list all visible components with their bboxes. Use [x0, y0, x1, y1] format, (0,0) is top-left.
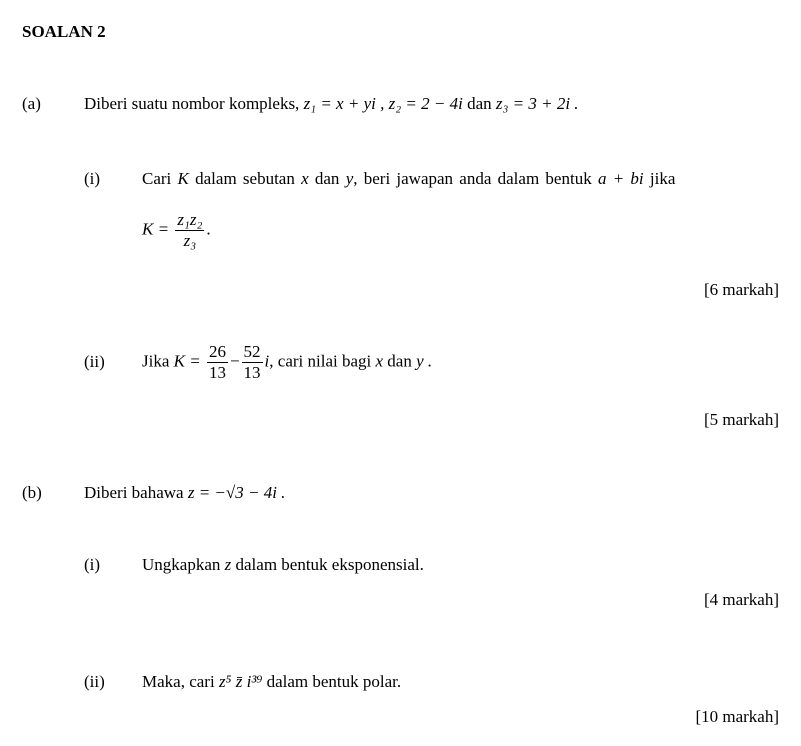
var-y: y .: [416, 351, 433, 371]
marks-a-ii: [5 markah]: [703, 410, 779, 429]
z3-definition: z₃ = 3 + 2i .: [495, 94, 579, 113]
var-k: K: [177, 169, 189, 188]
part-b-ii-text: [142, 672, 401, 692]
marks-a-i: [6 markah]: [703, 280, 779, 299]
var-k: K =: [173, 351, 201, 371]
var-x: x: [301, 169, 309, 188]
t: , cari nilai bagi: [269, 351, 372, 371]
part-a-statement: [84, 94, 579, 114]
formula-k: K = $\frac{\text{z₁z₂}}{\text{z₃}}$ .: [142, 210, 211, 250]
var-y: y: [345, 169, 354, 188]
t: dalam bentuk eksponensial.: [235, 555, 424, 574]
t: dalam sebutan: [195, 169, 295, 188]
expression: z⁵ z̄ i³⁹: [218, 672, 263, 691]
fraction-52-13: [242, 342, 263, 383]
part-b-i-label: (i): [84, 555, 101, 574]
t: dan: [314, 169, 340, 188]
t: Jika: [142, 351, 170, 371]
part-a-ii-text: [142, 342, 432, 383]
var-z: z: [224, 555, 232, 574]
part-b-ii-label: (ii): [84, 672, 105, 691]
part-a-ii-label: (ii): [84, 352, 105, 371]
t: Cari: [142, 169, 172, 188]
t: dan: [387, 351, 412, 371]
marks-b-i: [4 markah]: [703, 590, 779, 609]
z-definition: z = −√3 − 4i .: [187, 483, 286, 502]
denominator: 13: [208, 363, 226, 382]
statement-text: Diberi suatu nombor kompleks,: [84, 94, 300, 113]
numerator: z₁z₂: [177, 210, 203, 229]
part-a-label: (a): [22, 94, 41, 113]
denominator: 13: [243, 363, 261, 382]
numerator: 26: [208, 342, 226, 361]
form-abi: a + bi: [597, 169, 644, 188]
marks-b-ii: [10 markah]: [695, 707, 779, 726]
t: Maka, cari: [142, 672, 215, 691]
numerator: 52: [243, 342, 261, 361]
z1-definition: z₁ = x + yi ,: [303, 94, 385, 113]
fraction: [175, 210, 204, 251]
fraction-26-13: [207, 342, 228, 383]
z2-definition: z₂ = 2 − 4i: [388, 94, 463, 113]
question-title: SOALAN 2: [22, 22, 106, 41]
formula-lhs: K =: [142, 219, 170, 239]
part-b-statement: [84, 483, 285, 503]
denominator: z₃: [183, 231, 197, 250]
part-a-i-text: [142, 169, 675, 189]
t: , beri jawapan anda dalam bentuk: [353, 169, 592, 188]
t: dalam bentuk polar.: [266, 672, 402, 691]
t: jika: [649, 169, 676, 188]
t: Ungkapkan: [142, 555, 221, 574]
part-a-i-label: (i): [84, 169, 101, 188]
part-b-i-text: [142, 555, 424, 575]
minus: −: [229, 351, 240, 371]
imag-unit: i: [264, 351, 270, 371]
conjunction: dan: [467, 94, 492, 113]
part-b-label: (b): [22, 483, 42, 502]
t: Diberi bahawa: [84, 483, 184, 502]
var-x: x: [375, 351, 384, 371]
